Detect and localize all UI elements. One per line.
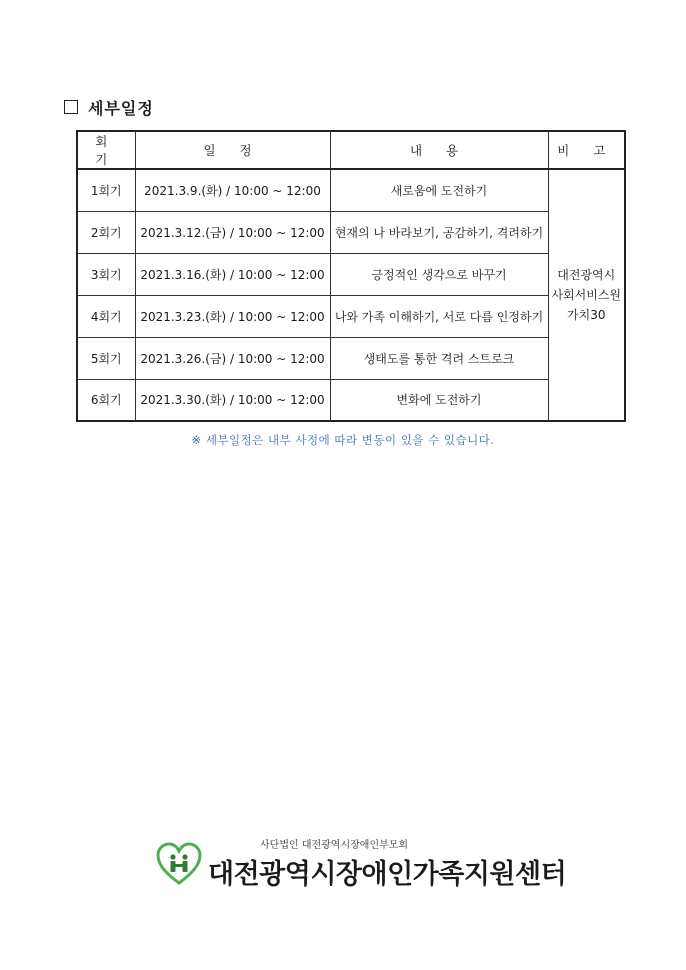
table-row: [77, 295, 625, 337]
table-row: [77, 211, 625, 253]
section-title: [64, 96, 154, 118]
schedule-table: [76, 130, 626, 422]
session-cell: 5회기: [77, 337, 135, 379]
note-line: 대전광역시: [557, 268, 616, 282]
table-row: [77, 379, 625, 421]
date-cell: 2021.3.26.(금) / 10:00 ~ 12:00: [135, 337, 330, 379]
content-cell: 생태도를 통한 격려 스트로크: [330, 337, 548, 379]
header-note: 비 고: [548, 131, 625, 169]
session-cell: 2회기: [77, 211, 135, 253]
content-cell: 나와 가족 이해하기, 서로 다름 인정하기: [330, 295, 548, 337]
header-content: 내 용: [330, 131, 548, 169]
date-cell: 2021.3.30.(화) / 10:00 ~ 12:00: [135, 379, 330, 421]
organization-logo: [156, 836, 566, 891]
content-cell: 새로움에 도전하기: [330, 169, 548, 211]
section-title-text: 세부일정: [88, 98, 154, 118]
note-line: 가치30: [567, 308, 606, 322]
date-cell: 2021.3.16.(화) / 10:00 ~ 12:00: [135, 253, 330, 295]
checkbox-icon: [64, 100, 78, 114]
date-cell: 2021.3.9.(화) / 10:00 ~ 12:00: [135, 169, 330, 211]
date-cell: 2021.3.23.(화) / 10:00 ~ 12:00: [135, 295, 330, 337]
session-cell: 3회기: [77, 253, 135, 295]
heart-family-icon: [156, 842, 202, 886]
session-cell: 6회기: [77, 379, 135, 421]
logo-name: 대전광역시장애인가족지원센터: [208, 859, 567, 890]
note-cell: [548, 169, 625, 421]
content-cell: 긍정적인 생각으로 바꾸기: [330, 253, 548, 295]
header-date: 일 정: [135, 131, 330, 169]
logo-subtitle: 사단법인 대전광역시장애인부모회: [260, 840, 409, 851]
content-cell: 변화에 도전하기: [330, 379, 548, 421]
note-line: 사회서비스원: [551, 288, 622, 302]
date-cell: 2021.3.12.(금) / 10:00 ~ 12:00: [135, 211, 330, 253]
table-row: [77, 337, 625, 379]
table-row: [77, 169, 625, 211]
session-cell: 4회기: [77, 295, 135, 337]
header-session: 회 기: [77, 131, 135, 169]
schedule-footnote: ※ 세부일정은 내부 사정에 따라 변동이 있을 수 있습니다.: [191, 433, 495, 447]
table-header-row: [77, 131, 625, 169]
content-cell: 현재의 나 바라보기, 공감하기, 격려하기: [330, 211, 548, 253]
session-cell: 1회기: [77, 169, 135, 211]
table-row: [77, 253, 625, 295]
